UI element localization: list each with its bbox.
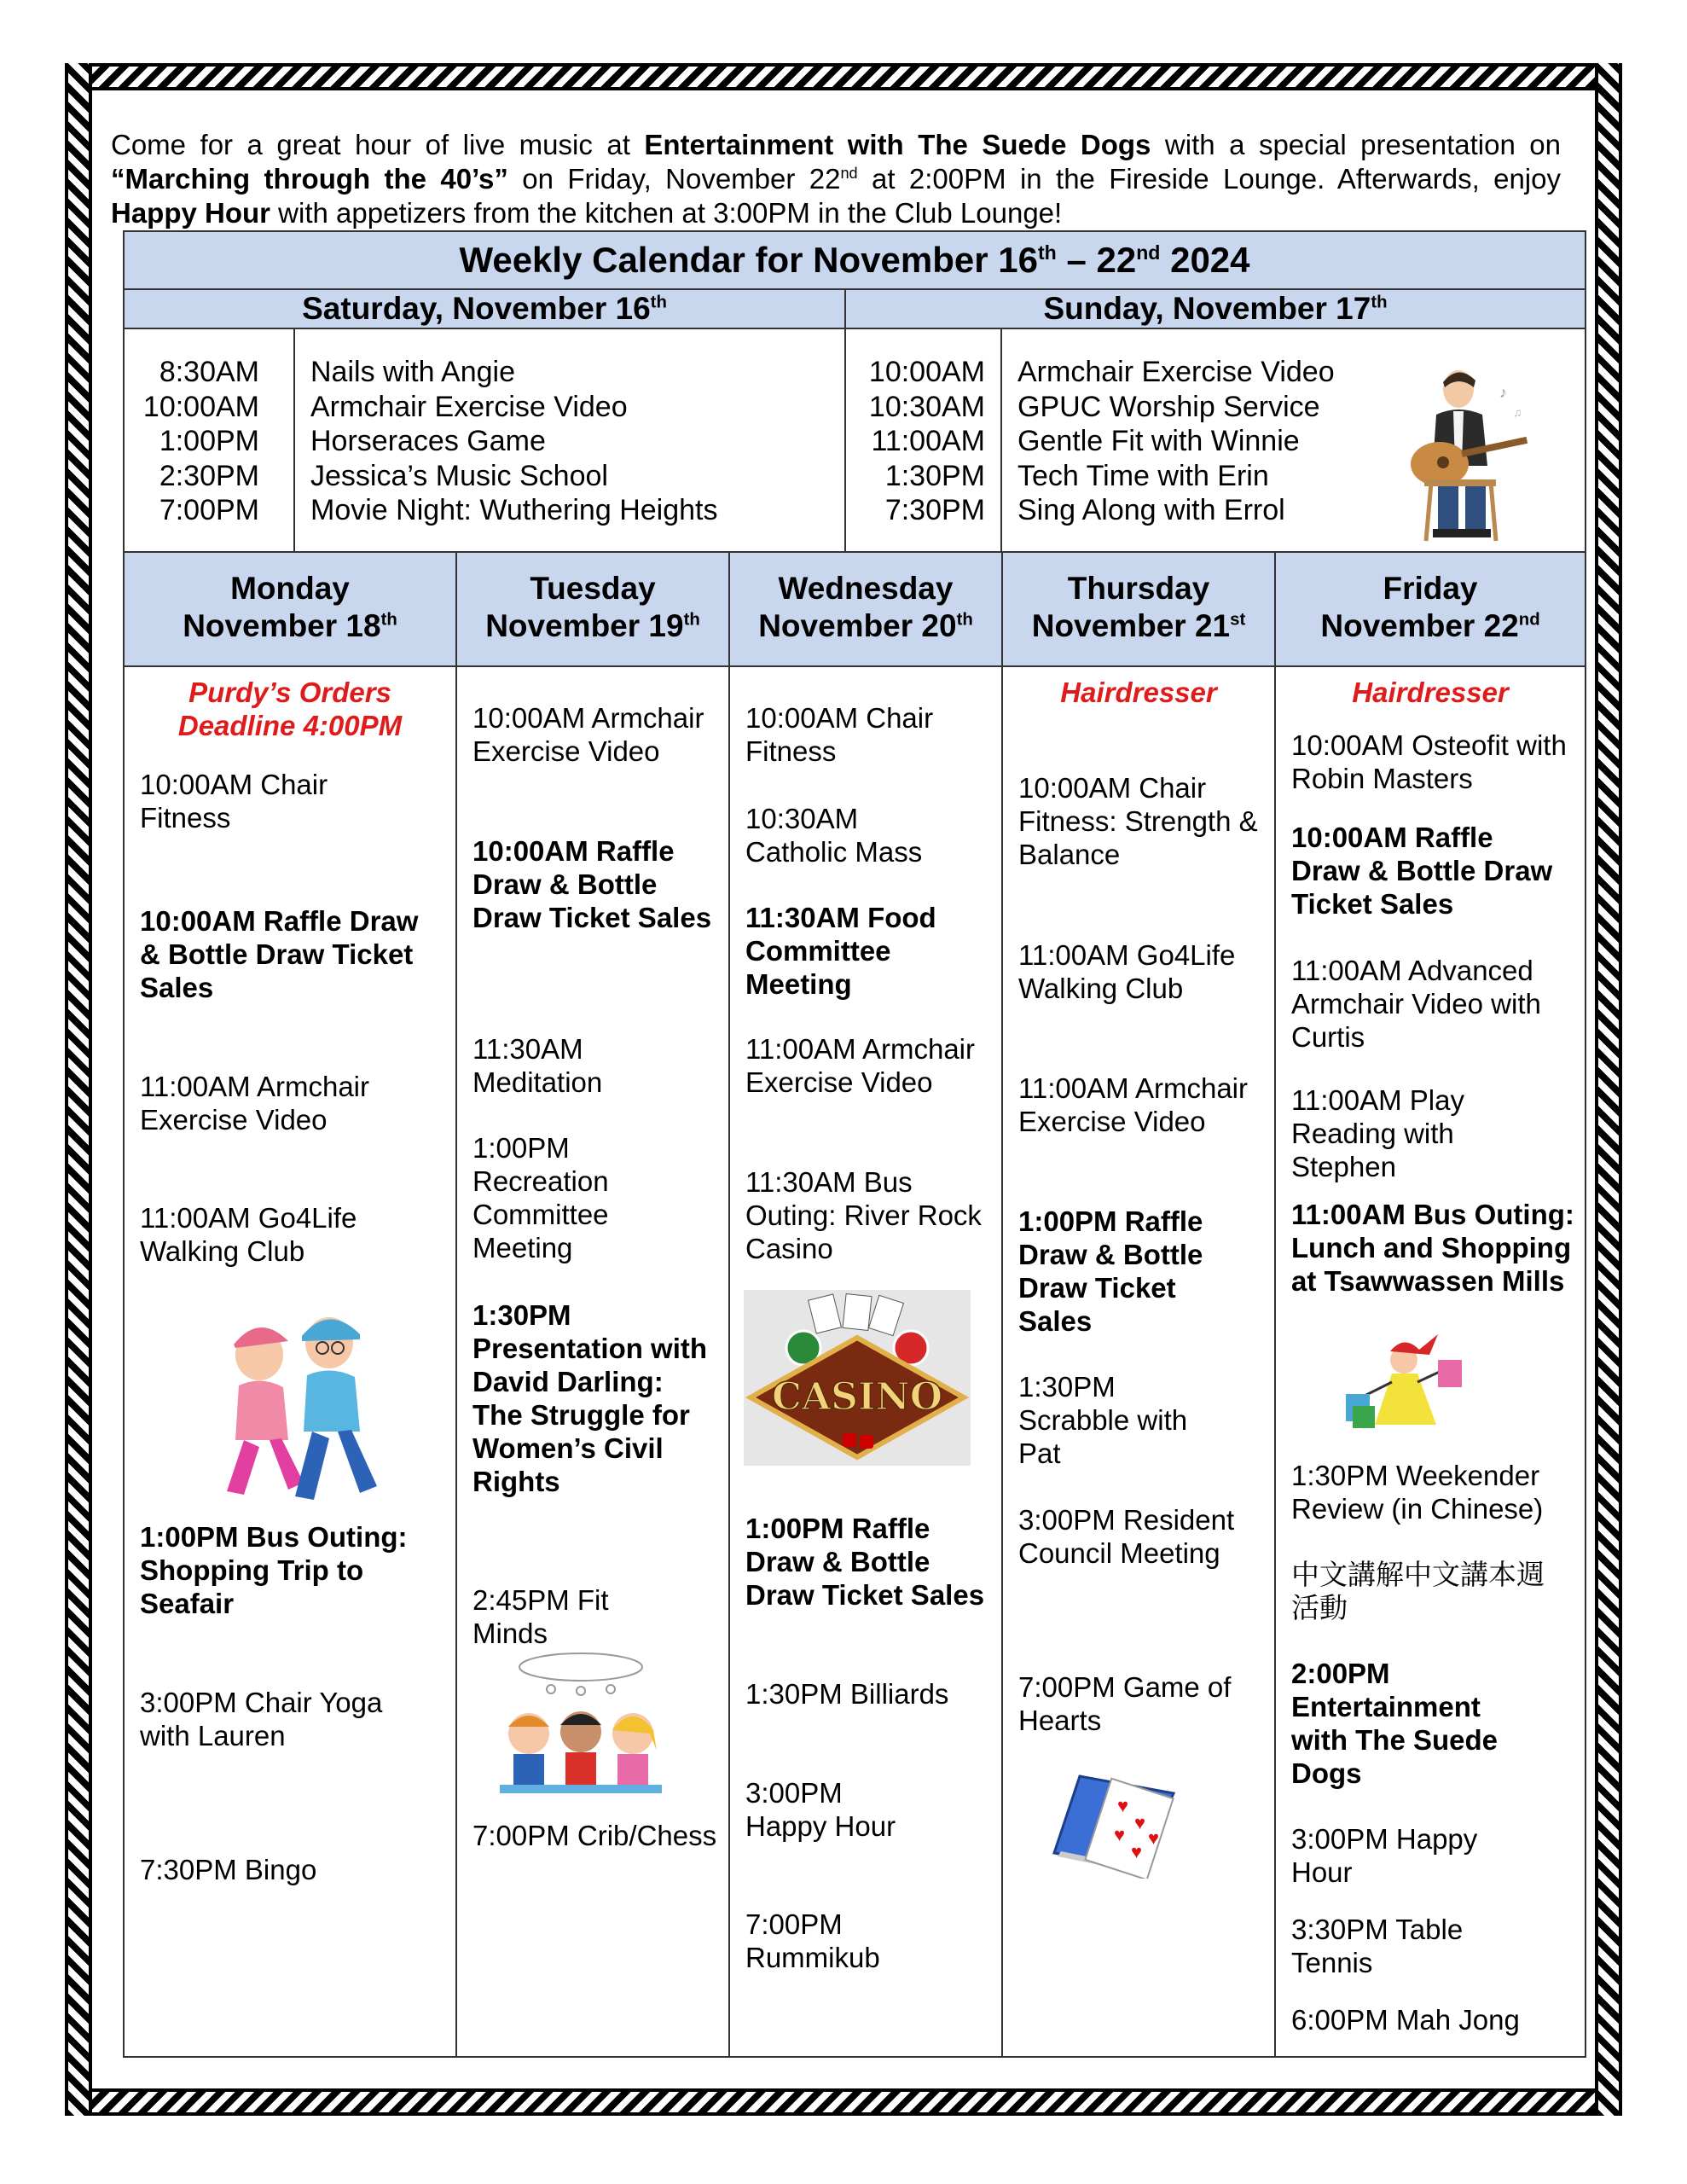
weekend-schedule bbox=[125, 329, 1585, 553]
wednesday-header: Wednesday November 20th bbox=[730, 553, 1003, 665]
shopping-girl-illustration bbox=[1336, 1326, 1472, 1437]
weekday-schedule bbox=[125, 667, 1585, 2056]
deadline-notice: Purdy’s Orders Deadline 4:00PM bbox=[177, 677, 403, 741]
event-item: 7:00PM Rummikub bbox=[745, 1908, 880, 1973]
time-cell: 8:30AM bbox=[159, 356, 259, 388]
hairdresser-notice: Hairdresser bbox=[1352, 677, 1509, 708]
event-item: 10:00AM Raffle Draw & Bottle Draw Ticket Sales bbox=[472, 835, 712, 933]
event-cell: Tech Time with Erin bbox=[1017, 459, 1269, 492]
svg-text:♥: ♥ bbox=[1131, 1841, 1143, 1862]
svg-text:♥: ♥ bbox=[1117, 1795, 1129, 1816]
thursday-column bbox=[1003, 667, 1276, 2056]
event-item: 2:00PM Entertainment with The Suede Dogs bbox=[1291, 1658, 1499, 1789]
event-item: 1:00PM Recreation Committee Meeting bbox=[472, 1132, 609, 1263]
event-item: 1:30PM Scrabble with Pat bbox=[1018, 1371, 1188, 1469]
border-bottom bbox=[65, 2088, 1622, 2116]
event-item: 11:00AM Armchair Exercise Video bbox=[1018, 1072, 1248, 1137]
event-item: 1:30PM Billiards bbox=[745, 1678, 949, 1710]
event-item: 10:00AM Raffle Draw & Bottle Draw Ticket Sales bbox=[1291, 822, 1553, 920]
svg-text:♪: ♪ bbox=[1499, 384, 1507, 401]
event-item: 2:45PM Fit Minds bbox=[472, 1584, 609, 1649]
event-item: 1:00PM Raffle Draw & Bottle Draw Ticket Sales bbox=[1018, 1205, 1203, 1337]
event-cell: Movie Night: Wuthering Heights bbox=[310, 494, 718, 526]
event-item: 1:00PM Bus Outing: Shopping Trip to Seafair bbox=[140, 1521, 408, 1619]
casino-text: CASINO bbox=[771, 1375, 943, 1419]
event-cell: Gentle Fit with Winnie bbox=[1017, 425, 1300, 457]
tuesday-column bbox=[457, 667, 730, 2056]
time-cell: 1:30PM bbox=[884, 459, 985, 492]
event-item: 11:30AM Food Committee Meeting bbox=[745, 902, 936, 1000]
event-item: 10:00AM Chair Fitness: Strength & Balance bbox=[1018, 772, 1258, 870]
event-cell: Armchair Exercise Video bbox=[1017, 356, 1335, 388]
event-item: 10:00AM Raffle Draw & Bottle Draw Ticket Sales bbox=[140, 905, 419, 1003]
event-cell: Nails with Angie bbox=[310, 356, 516, 388]
weekly-calendar bbox=[123, 230, 1586, 2058]
thinking-kids-illustration bbox=[491, 1648, 670, 1802]
saturday-times bbox=[125, 329, 295, 551]
time-cell: 10:00AM bbox=[868, 356, 985, 388]
event-item: 6:00PM Mah Jong bbox=[1291, 2004, 1520, 2036]
calendar-title: Weekly Calendar for November 16th – 22nd 2024 bbox=[125, 232, 1585, 290]
event-item: 7:30PM Bingo bbox=[140, 1854, 317, 1885]
time-cell: 10:30AM bbox=[868, 390, 985, 423]
chinese-description: 中文講解中文講本週活動 bbox=[1291, 1558, 1545, 1624]
sunday-schedule bbox=[846, 329, 1585, 551]
event-item: 11:00AM Go4Life Walking Club bbox=[140, 1202, 357, 1267]
sunday-events bbox=[1002, 329, 1335, 551]
event-item: 11:00AM Bus Outing: Lunch and Shopping at Tsawwassen Mills bbox=[1291, 1199, 1574, 1297]
event-cell: GPUC Worship Service bbox=[1017, 390, 1320, 423]
event-item: 3:00PM Chair Yoga with Lauren bbox=[140, 1687, 383, 1751]
weekday-header bbox=[125, 553, 1585, 667]
border-top bbox=[65, 63, 1622, 90]
event-item: 11:00AM Go4Life Walking Club bbox=[1018, 939, 1236, 1004]
time-cell: 10:00AM bbox=[142, 390, 259, 423]
event-item: 10:00AM Armchair Exercise Video bbox=[472, 702, 704, 767]
guitar-player-illustration bbox=[1380, 363, 1533, 543]
svg-text:♥: ♥ bbox=[1114, 1824, 1126, 1845]
border-left bbox=[65, 63, 92, 2116]
event-item: 1:00PM Raffle Draw & Bottle Draw Ticket Sales bbox=[745, 1513, 985, 1611]
saturday-events bbox=[295, 329, 717, 551]
svg-text:♥: ♥ bbox=[1134, 1812, 1146, 1833]
walking-couple-illustration bbox=[210, 1304, 389, 1517]
time-cell: 11:00AM bbox=[871, 425, 985, 457]
event-cell: Sing Along with Errol bbox=[1017, 494, 1285, 526]
event-item: 3:00PM Happy Hour bbox=[745, 1777, 896, 1842]
svg-text:♥: ♥ bbox=[1148, 1827, 1160, 1849]
event-item: 3:00PM Resident Council Meeting bbox=[1018, 1504, 1235, 1569]
svg-text:♫: ♫ bbox=[1513, 405, 1522, 419]
event-cell: Armchair Exercise Video bbox=[310, 390, 628, 423]
thursday-header: Thursday November 21st bbox=[1003, 553, 1276, 665]
event-item: 1:30PM Weekender Review (in Chinese) bbox=[1291, 1460, 1544, 1525]
event-item: 10:00AM Chair Fitness bbox=[140, 769, 328, 834]
event-cell: Horseraces Game bbox=[310, 425, 546, 457]
friday-header: Friday November 22nd bbox=[1320, 571, 1540, 643]
event-item: 7:00PM Game of Hearts bbox=[1018, 1671, 1232, 1736]
event-item: 11:30AM Meditation bbox=[472, 1033, 603, 1098]
monday-column bbox=[125, 667, 457, 2056]
sunday-header: Sunday, November 17th bbox=[1043, 291, 1388, 326]
time-cell: 7:00PM bbox=[159, 494, 259, 526]
hairdresser-notice: Hairdresser bbox=[1060, 677, 1217, 708]
sunday-times bbox=[846, 329, 1002, 551]
event-item: 11:00AM Advanced Armchair Video with Curtis bbox=[1291, 955, 1541, 1053]
border-right bbox=[1595, 63, 1622, 2116]
time-cell: 7:30PM bbox=[884, 494, 985, 526]
tuesday-header: Tuesday November 19th bbox=[457, 553, 730, 665]
friday-column bbox=[1276, 667, 1585, 2056]
event-cell: Jessica’s Music School bbox=[310, 459, 608, 492]
wednesday-column bbox=[730, 667, 1003, 2056]
casino-illustration bbox=[744, 1290, 971, 1466]
saturday-schedule bbox=[125, 329, 846, 551]
time-cell: 2:30PM bbox=[159, 459, 259, 492]
event-item: 10:30AM Catholic Mass bbox=[745, 803, 923, 868]
event-item: 10:00AM Chair Fitness bbox=[745, 702, 934, 767]
event-item: 10:00AM Osteofit with Robin Masters bbox=[1291, 729, 1567, 794]
event-item: 7:00PM Crib/Chess bbox=[472, 1820, 717, 1851]
monday-header: Monday November 18th bbox=[125, 553, 457, 665]
time-cell: 1:00PM bbox=[159, 425, 259, 457]
event-item: 1:30PM Presentation with David Darling: The Struggle for Women’s Civil Rights bbox=[472, 1299, 708, 1497]
playing-cards-illustration bbox=[1046, 1768, 1199, 1879]
event-item: 11:30AM Bus Outing: River Rock Casino bbox=[745, 1166, 982, 1264]
event-item: 11:00AM Play Reading with Stephen bbox=[1291, 1084, 1464, 1182]
saturday-header: Saturday, November 16th bbox=[125, 290, 846, 328]
event-item: 3:00PM Happy Hour bbox=[1291, 1823, 1478, 1888]
weekend-header bbox=[125, 290, 1585, 329]
event-item: 11:00AM Armchair Exercise Video bbox=[745, 1033, 975, 1098]
event-item: 3:30PM Table Tennis bbox=[1291, 1914, 1464, 1978]
event-item: 11:00AM Armchair Exercise Video bbox=[140, 1071, 369, 1136]
intro-paragraph: Come for a great hour of live music at Entertainment with The Suede Dogs with a special presentation on “Marching through the 40’s” on Friday, November 22nd at 2:00PM in the Fireside Lounge. Afterwards, enjoy Happy Hour with appetizers from the kitchen at 3:00PM in the Club Lounge! bbox=[111, 129, 1562, 229]
